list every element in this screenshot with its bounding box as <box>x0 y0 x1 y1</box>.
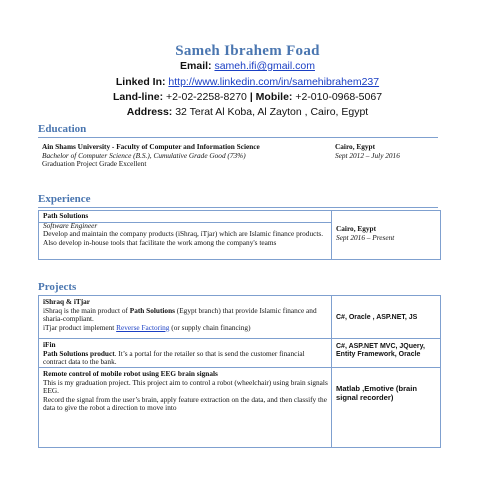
education-meta <box>335 143 439 160</box>
project-row <box>39 296 440 339</box>
address-label: Address: <box>126 106 173 118</box>
project-details <box>43 341 328 367</box>
phone-line <box>0 91 495 103</box>
phone-value: +2-02-2258-8270 <box>166 91 247 103</box>
education-note: Graduation Project Grade Excellent <box>42 159 147 169</box>
project-row <box>39 368 440 446</box>
degree: Bachelor of Computer Science (B.S.), Cumulative Grade Good (73%) <box>42 150 246 160</box>
linkedin-link[interactable]: http://www.linkedin.com/in/samehibrahem237 <box>168 76 380 88</box>
project-name: Remote control of mobile robot using EEG brain signals <box>43 369 218 378</box>
mobile-label: | Mobile: <box>249 91 293 103</box>
institution: Ain Shams University - Faculty of Computer and Information Science <box>42 142 260 151</box>
project-row <box>39 339 440 368</box>
project-desc: iTjar product implement Reverse Factoring (or supply chain financing) <box>43 322 251 332</box>
education-details <box>42 143 327 169</box>
education-entry <box>38 141 439 177</box>
experience-dates: Sept 2016 – Present <box>336 232 395 242</box>
experience-description: Develop and maintain the company products (iShraq, iTjar) which are Islamic finance products. Also develop in-house tools that facilitate the work among the company's teams <box>43 229 324 247</box>
linkedin-line <box>0 76 495 88</box>
company: Path Solutions <box>43 211 89 220</box>
experience-heading: Experience <box>38 193 438 208</box>
project-name: iShraq & iTjar <box>43 297 91 306</box>
project-desc: iShraq is the main product of Path Solutions (Egypt branch) that provide Islamic finance and sharia-compliant. <box>43 305 317 324</box>
address-line <box>0 106 495 118</box>
project-tech: C#, Oracle , ASP.NET, JS <box>336 314 418 321</box>
role: Software Engineer <box>43 220 98 230</box>
mobile-value: +2-010-0968-5067 <box>295 91 383 103</box>
linkedin-label: Linked In: <box>115 76 166 88</box>
project-desc: This is my graduation project. This project aim to control a robot (wheelchair) using brain signals EEG. <box>43 377 328 396</box>
email-link[interactable]: sameh.ifi@gmail.com <box>214 60 315 72</box>
phone-label: Land-line: <box>112 91 164 103</box>
project-tech: C#, ASP.NET MVC, JQuery, Entity Framework, Oracle <box>336 343 425 359</box>
email-line <box>0 60 495 72</box>
education-heading: Education <box>38 123 438 138</box>
project-tech: Matlab ,Emotive (brain signal recorder) <box>336 384 418 402</box>
table-divider <box>331 211 332 259</box>
project-desc: Record the signal from the user’s brain, apply feature extraction on the data, and then classify the data to give the robot a direction to move into <box>43 394 327 413</box>
experience-location: Cairo, Egypt <box>336 224 377 233</box>
experience-entry <box>38 210 441 260</box>
education-location: Cairo, Egypt <box>335 142 376 151</box>
project-name: iFin <box>43 340 56 349</box>
education-dates: Sept 2012 – July 2016 <box>335 150 400 160</box>
projects-heading: Projects <box>38 281 438 296</box>
project-details <box>43 370 328 413</box>
experience-meta <box>336 225 440 242</box>
email-label: Email: <box>180 60 212 72</box>
project-details <box>43 298 328 332</box>
project-desc: Path Solutions product. It’s a portal for the retailer so that is send the customer financial contract data to the bank. <box>43 348 305 367</box>
address-value: 32 Terat Al Koba, Al Zayton , Cairo, Egypt <box>175 106 369 118</box>
reverse-factoring-link[interactable]: Reverse Factoring <box>116 322 170 332</box>
experience-details <box>43 212 328 247</box>
projects-table <box>38 295 441 448</box>
candidate-name: Sameh Ibrahem Foad <box>175 43 320 59</box>
